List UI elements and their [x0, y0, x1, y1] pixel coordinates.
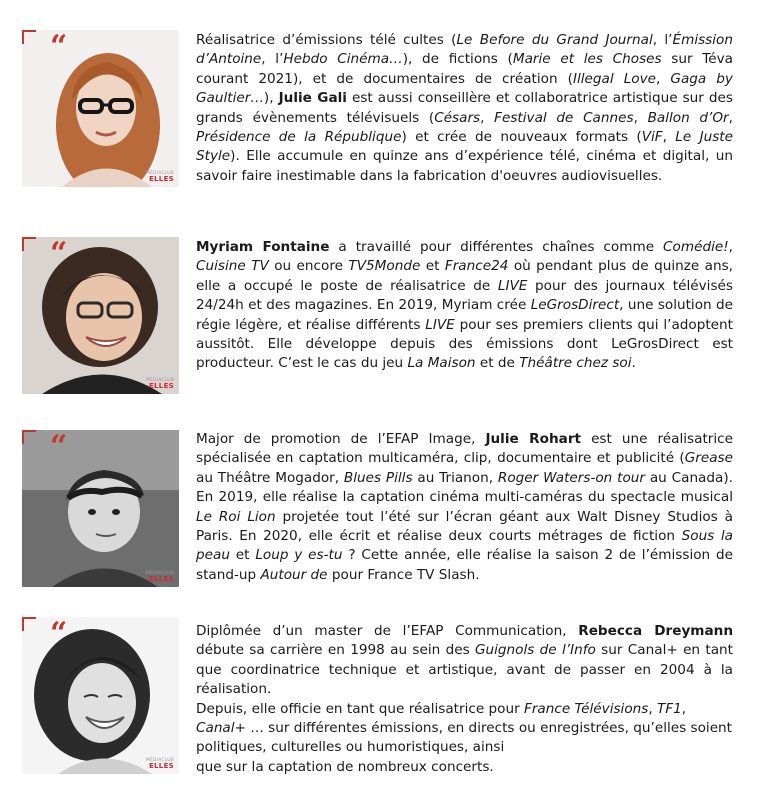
person-name: Julie Gali — [278, 90, 347, 107]
bio-text: au Trianon, — [412, 469, 498, 486]
italic-title: Le Roi Lion — [196, 508, 276, 525]
mediaclub-elles-badge: MÉDIACLUB ELLES — [145, 170, 174, 183]
quote-icon: “ — [50, 30, 68, 64]
bio-text: au Canada). En 2019, elle réalise la captation cinéma multi-caméras du spectacle musical — [196, 469, 733, 506]
italic-title: Guignols de l’Info — [475, 642, 596, 659]
bio-text: débute sa carrière en 1998 au sein des — [196, 642, 475, 659]
bio-text: ), de fictions ( — [402, 51, 513, 68]
bio-text: pour des journaux télévisés 24/24h et des magazines. En 2019, Myriam crée — [196, 277, 733, 314]
quote-icon: “ — [50, 237, 68, 271]
portrait-image — [22, 430, 179, 587]
bio-text: Major de promotion de l’EFAP Image, — [196, 431, 486, 447]
bio-text-julie-rohart — [196, 430, 733, 585]
italic-title: Comédie! — [663, 239, 729, 255]
italic-title: Le Before du Grand Journal — [456, 32, 653, 48]
bio-text: que sur la captation de nombreux concerts. — [196, 758, 494, 775]
italic-title: Loup y es-tu — [255, 547, 343, 564]
bio-text: , — [480, 109, 495, 126]
person-name: Myriam Fontaine — [196, 239, 330, 255]
bio-paragraph — [196, 430, 733, 585]
portrait-photo-julie-rohart — [22, 430, 179, 587]
bio-text: et — [420, 258, 445, 275]
bio-text: est une réalisatrice spécialisée en captation multicaméra, clip, documentaire et publicité ( — [196, 431, 733, 467]
italic-title: Roger Waters-on tour — [497, 469, 645, 486]
bio-text: a travaillé pour différentes chaînes comme — [329, 239, 664, 255]
bio-text-rebecca-dreymann — [196, 622, 733, 777]
bio-text: , — [648, 700, 658, 717]
mediaclub-elles-badge: MÉDIACLUB ELLES — [145, 570, 174, 583]
italic-title: Césars — [434, 109, 481, 126]
portrait-image — [22, 237, 179, 394]
bio-text: Depuis, elle officie en tant que réalisatrice pour — [196, 700, 525, 717]
quote-icon: “ — [50, 617, 68, 651]
italic-title: Illegal Love — [572, 70, 656, 87]
italic-title: Émission d’Antoine — [196, 32, 733, 68]
bio-text: où pendant plus de quinze ans, elle a occupé le poste de réalisatrice de — [196, 258, 733, 294]
italic-title: Cuisine TV — [196, 258, 269, 275]
bio-text: ), — [263, 90, 279, 107]
italic-title: Grease — [684, 450, 733, 467]
italic-title: LIVE — [425, 316, 455, 333]
bio-paragraph — [196, 238, 733, 374]
portrait-image — [22, 617, 179, 774]
italic-title: Canal+ — [196, 720, 246, 737]
italic-title: Blues Pills — [343, 469, 413, 486]
bio-text-julie-gali — [196, 31, 733, 186]
italic-title: Festival de Cannes — [494, 109, 634, 126]
bio-text: ou encore — [268, 258, 349, 275]
italic-title: Théâtre chez soi — [519, 355, 632, 372]
bio-text: , — [633, 109, 648, 126]
italic-title: Présidence de la République — [196, 129, 402, 146]
bio-text: sur Téva courant 2021), et de documentaires de création ( — [196, 51, 733, 87]
italic-title: Gaga by Gaultier… — [196, 70, 733, 107]
person-name: Rebecca Dreymann — [578, 623, 733, 639]
bio-text: Réalisatrice d’émissions télé cultes ( — [196, 32, 457, 48]
italic-title: France Télévisions — [524, 700, 649, 717]
bio-text: . — [631, 355, 636, 372]
bio-text: pour France TV Slash. — [327, 566, 480, 583]
italic-title: France24 — [444, 258, 509, 275]
bio-text: projetée tout l’été sur l’écran géant aux Walt Disney Studios à Paris. En 2020, elle écrit et réalise deux courts métrages de fiction — [196, 508, 734, 545]
portrait-photo-julie-gali — [22, 30, 179, 187]
bio-text: et — [229, 547, 256, 564]
italic-title: Marie et les Choses — [512, 51, 662, 68]
quote-icon: “ — [50, 430, 68, 464]
bio-text: , — [656, 70, 671, 87]
italic-title: Le Juste Style — [196, 129, 733, 165]
bio-text: , — [681, 700, 687, 717]
bio-text: au Théâtre Mogador, — [196, 469, 344, 486]
bio-paragraph — [196, 31, 733, 186]
italic-title: TF1 — [657, 700, 682, 717]
mediaclub-elles-badge: MÉDIACLUB ELLES — [145, 377, 174, 390]
italic-title: TV5Monde — [348, 258, 421, 275]
italic-title: LIVE — [497, 277, 528, 294]
bio-text: ). Elle accumule en quinze ans d’expérience télé, cinéma et digital, un savoir faire inestimable dans la fabrication d'oeuvres audiovisuelles. — [196, 148, 733, 184]
bio-text: sur Canal+ en tant que coordinatrice technique et artistique, avant de passer en 2004 à la réalisation. — [196, 642, 733, 698]
bio-text: , — [662, 129, 676, 146]
bio-text: , l’ — [261, 51, 284, 68]
bio-text: , l’ — [652, 32, 673, 48]
italic-title: Hebdo Cinéma… — [283, 51, 403, 68]
bio-paragraph — [196, 622, 733, 700]
bio-text: ) et crée de nouveaux formats ( — [401, 129, 642, 146]
bio-paragraph — [196, 758, 733, 777]
portrait-image — [22, 30, 179, 187]
bio-text: Diplômée d’un master de l’EFAP Communication, — [196, 623, 579, 639]
portrait-photo-myriam-fontaine — [22, 237, 179, 394]
bio-text: et de — [475, 355, 520, 372]
bio-text: … sur différentes émissions, en directs ou enregistrées, qu’elles soient politiques, culturelles ou humoristiques, ainsi — [196, 720, 733, 756]
italic-title: Sous la peau — [196, 528, 733, 564]
bio-text: pour ses premiers clients qui l’adoptent aussitôt. Elle développe depuis des émissions dont LeGrosDirect est producteur. C’est le cas du jeu — [196, 316, 733, 372]
italic-title: Ballon d’Or — [647, 109, 729, 126]
bio-text-myriam-fontaine — [196, 238, 733, 374]
italic-title: Autour de — [260, 566, 328, 583]
person-name: Julie Rohart — [485, 431, 582, 447]
bio-paragraph — [196, 700, 733, 758]
bio-text: ? Cette année, elle réalise la saison 2 de l’émission de stand-up — [196, 547, 733, 583]
bio-text: est aussi conseillère et collaboratrice artistique sur des grands évènements télévisuels ( — [196, 90, 733, 126]
italic-title: ViF — [641, 129, 663, 146]
italic-title: La Maison — [407, 355, 476, 372]
mediaclub-elles-badge: MÉDIACLUB ELLES — [145, 757, 174, 770]
bio-text: , une solution de régie légère, et réalise différents — [196, 297, 734, 333]
portrait-photo-rebecca-dreymann — [22, 617, 179, 774]
italic-title: LeGrosDirect — [530, 297, 620, 314]
bio-text: , — [728, 109, 733, 126]
bio-text: , — [728, 239, 733, 255]
